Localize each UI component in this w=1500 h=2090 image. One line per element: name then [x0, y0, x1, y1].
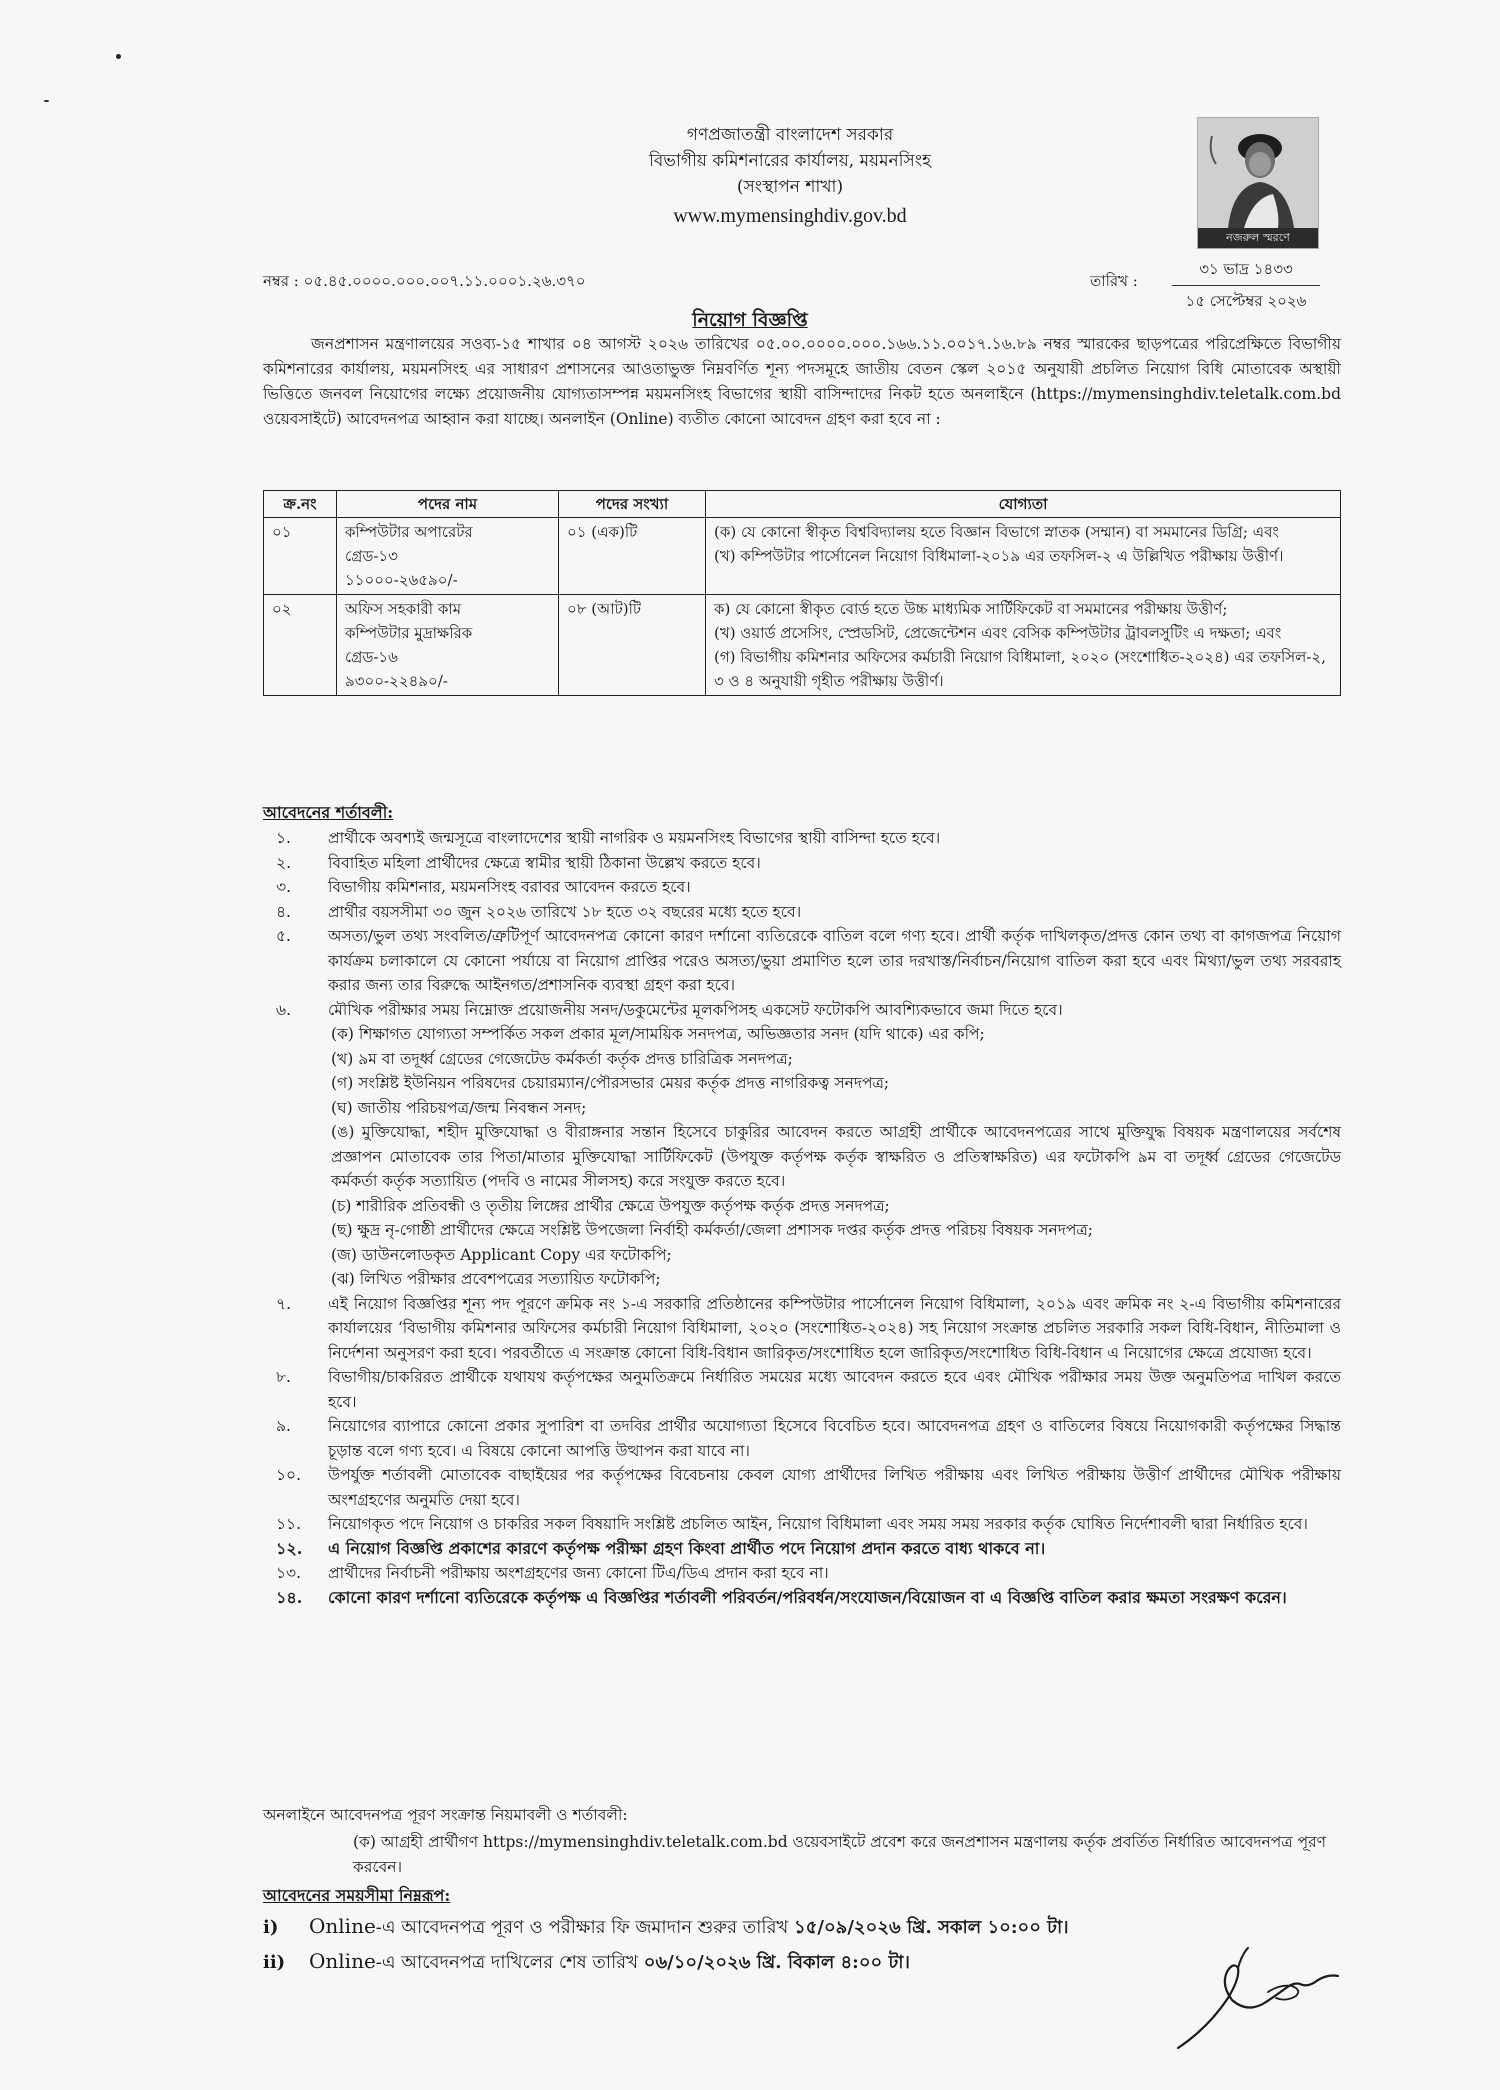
- signature-mark: [1168, 1918, 1348, 2058]
- condition-text: কোনো কারণ দর্শানো ব্যতিরেকে কর্তৃপক্ষ এ বিজ্ঞপ্তির শর্তাবলী পরিবর্তন/পরিবর্ধন/সংযোজন/বিয়োজন বা এ বিজ্ঞপ্তি বাতিল করার ক্ষমতা সংরক্ষণ করেন।: [328, 1587, 1287, 1607]
- date-bangla: ৩১ ভাদ্র ১৪৩৩: [1172, 258, 1320, 286]
- document-item: (ক) শিক্ষাগত যোগ্যতা সম্পর্কিত সকল প্রকার মূল/সাময়িক সনদপত্র, অভিজ্ঞতার সনদ (যদি থাকে) এর কপি;: [331, 1025, 985, 1043]
- deadline-index: ii): [263, 1952, 286, 1973]
- condition-item: [263, 851, 1341, 876]
- conditions-title: আবেদনের শর্তাবলী:: [263, 803, 394, 822]
- date-label: তারিখ :: [1090, 272, 1138, 290]
- row-post-name: [337, 595, 559, 696]
- document-list: [328, 1022, 1341, 1292]
- condition-text: অসত্য/ভুল তথ্য সংবলিত/ত্রুটিপূর্ণ আবেদনপত্র কোনো কারণ দর্শানো ব্যতিরেকে বাতিল বলে গণ্য হবে। প্রার্থী কর্তৃক দাখিলকৃত/প্রদত্ত কোন তথ্য বা কাগজপত্র নিয়োগ কার্যক্রম চলাকালে যে কোনো পর্যায়ে বা নিয়োগ প্রাপ্তির পরেও অসত্য/ভুয়া প্রমাণিত হলে তার দরখাস্ত/নির্বাচন/নিয়োগ বাতিল করা হবে এবং মিথ্যা/ভুল তথ্য সরবরাহ করার জন্য তার বিরুদ্ধে আইনগত/প্রশাসনিক ব্যবস্থা গ্রহণ করা হবে।: [328, 927, 1341, 994]
- condition-text: বিভাগীয় কমিশনার, ময়মনসিংহ বরাবর আবেদন করতে হবে।: [328, 878, 691, 896]
- notice-title: নিয়োগ বিজ্ঞপ্তি: [692, 309, 808, 331]
- post-name-line: কম্পিউটার মুদ্রাক্ষরিক: [345, 624, 473, 642]
- row-post-name: [337, 518, 559, 595]
- row-post-count: ০১ (এক)টি: [559, 518, 706, 595]
- header-post-count: পদের সংখ্যা: [559, 491, 706, 518]
- deadline-text: -এ আবেদনপত্র পূরণ ও পরীক্ষার ফি জমাদান শুরুর তারিখ: [375, 1917, 795, 1938]
- header-line-office: বিভাগীয় কমিশনারের কার্যালয়, ময়মনসিংহ: [648, 151, 932, 171]
- condition-item: [263, 900, 1341, 925]
- condition-item: [263, 1512, 1341, 1537]
- online-rules-title: অনলাইনে আবেদনপত্র পূরণ সংক্রান্ত নিয়মাবলী ও শর্তাবলী:: [263, 1806, 628, 1824]
- condition-text: এই নিয়োগ বিজ্ঞপ্তির শূন্য পদ পূরণে ক্রমিক নং ১-এ সরকারি প্রতিষ্ঠানের কম্পিউটার পার্সোনেল নিয়োগ বিধিমালা, ২০১৯ এবং ক্রমিক নং ২-এ বিভাগীয় কমিশনারের কার্যালয়ের ‘বিভাগীয় কমিশনার অফিসের কর্মচারী নিয়োগ বিধিমালা, ২০২০ (সংশোধিত-২০২৪) সহ নিয়োগ সংক্রান্ত প্রচলিত সরকারি সকল বিধি-বিধান, নীতিমালা ও নির্দেশনা অনুসরণ করা হবে। পরবর্তীতে এ সংক্রান্ত কোনো বিধি-বিধান জারিকৃত/সংশোধিত হলে জারিকৃত/সংশোধিত বিধি-বিধান এ নিয়োগের ক্ষেত্রে প্রযোজ্য হবে।: [328, 1294, 1341, 1362]
- header-serial: ক্র.নং: [264, 491, 337, 518]
- condition-item: [263, 826, 1341, 851]
- portrait-image: [1197, 117, 1319, 249]
- condition-item: [263, 1292, 1341, 1366]
- condition-text: মৌখিক পরীক্ষার সময় নিম্নোক্ত প্রয়োজনীয় সনদ/ডকুমেন্টের মূলকপিসহ একসেট ফটোকপি আবশ্যিকভাবে জমা দিতে হবে।: [328, 1000, 1063, 1019]
- condition-text: বিবাহিত মহিলা প্রার্থীদের ক্ষেত্রে স্বামীর স্থায়ী ঠিকানা উল্লেখ করতে হবে।: [328, 853, 761, 872]
- condition-item: [263, 1561, 1341, 1586]
- scan-speck: [116, 54, 121, 59]
- condition-text: এ নিয়োগ বিজ্ঞপ্তি প্রকাশের কারণে কর্তৃপক্ষ পরীক্ষা গ্রহণ কিংবা প্রার্থীত পদে নিয়োগ প্রদান করতে বাধ্য থাকবে না।: [328, 1538, 1046, 1558]
- deadline-text: -এ আবেদনপত্র দাখিলের শেষ তারিখ: [375, 1952, 644, 1973]
- deadline-online-word: Online: [309, 1949, 376, 1973]
- date-block: [1172, 258, 1320, 315]
- row-serial: ০১: [264, 518, 337, 595]
- condition-item: [263, 875, 1341, 900]
- deadline-date: ১৫/০৯/২০২৬ খ্রি. সকাল ১০:০০ টা।: [794, 1917, 1069, 1938]
- condition-text: প্রার্থীদের নির্বাচনী পরীক্ষায় অংশগ্রহণের জন্য কোনো টিএ/ডিএ প্রদান করা হবে না।: [328, 1564, 829, 1582]
- condition-number: ৮.: [276, 1368, 291, 1386]
- header-line-government: গণপ্রজাতন্ত্রী বাংলাদেশ সরকার: [686, 125, 894, 145]
- condition-number: ১৩.: [276, 1564, 302, 1582]
- intro-paragraph: জনপ্রশাসন মন্ত্রণালয়ের সওব্য-১৫ শাখার ০৪ আগস্ট ২০২৬ তারিখের ০৫.০০.০০০০.০০০.১৬৬.১১.০০১৭.১৬.৮৯ নম্বর স্মারকের ছাড়পত্রের পরিপ্রেক্ষিতে বিভাগীয় কমিশনারের কার্যালয়, ময়মনসিংহ এর সাধারণ প্রশাসনের আওতাভুক্ত নিম্নবর্ণিত শূন্য পদসমূহে জাতীয় বেতন স্কেল ২০১৫ অনুযায়ী প্রচলিত নিয়োগ বিধি মোতাবেক অস্থায়ী ভিত্তিতে জনবল নিয়োগের লক্ষ্যে প্রয়োজনীয় যোগ্যতাসম্পন্ন ময়মনসিংহ বিভাগের স্থায়ী বাসিন্দাদের নিকট হতে অনলাইনে (https://mymensinghdiv.teletalk.com.bd ওয়েবসাইটে) আবেদনপত্র আহ্বান করা যাচ্ছে। অনলাইন (Online) ব্যতীত কোনো আবেদন গ্রহণ করা হবে না :: [263, 335, 1341, 428]
- date-english: ১৫ সেপ্টেম্বর ২০২৬: [1185, 292, 1307, 310]
- portrait-caption: নজরুল স্মরণে: [1198, 228, 1318, 248]
- document-item: (গ) সংশ্লিষ্ট ইউনিয়ন পরিষদের চেয়ারম্যান/পৌরসভার মেয়র কর্তৃক প্রদত্ত নাগরিকত্ব সনদপত্র;: [331, 1074, 890, 1092]
- qualification-item: ক) যে কোনো স্বীকৃত বোর্ড হতে উচ্চ মাধ্যমিক সার্টিফিকেট বা সমমানের পরীক্ষায় উত্তীর্ণ;: [714, 600, 1228, 618]
- condition-number: ৬.: [276, 1000, 292, 1019]
- header-qualification: যোগ্যতা: [706, 491, 1341, 518]
- document-item: (ছ) ক্ষুদ্র নৃ-গোষ্ঠী প্রার্থীদের ক্ষেত্রে সংশ্লিষ্ট উপজেলা নির্বাহী কর্মকর্তা/জেলা প্রশাসক দপ্তর কর্তৃক প্রদত্ত পরিচয় বিষয়ক সনদপত্র;: [331, 1221, 1093, 1239]
- document-item: (ঙ) মুক্তিযোদ্ধা, শহীদ মুক্তিযোদ্ধা ও বীরাঙ্গনার সন্তান হিসেবে চাকুরির আবেদন করতে আগ্রহী প্রার্থীকে আবেদনপত্রের সাথে মুক্তিযুদ্ধ বিষয়ক মন্ত্রণালয়ের সর্বশেষ প্রজ্ঞাপন মোতাবেক তার পিতা/মাতার মুক্তিযোদ্ধা সার্টিফিকেট (উপযুক্ত কর্তৃপক্ষ কর্তৃক স্বাক্ষরিত ও প্রতিস্বাক্ষরিত) এর ফটোকপি ৯ম বা তদূর্ধ্ব গ্রেডের গেজেটেড কর্মকর্তা কর্তৃক সত্যায়িত (পদবি ও নামের সীলসহ) করে সংযুক্ত করতে হবে।: [331, 1123, 1341, 1190]
- post-pay-scale: ৯৩০০-২২৪৯০/-: [345, 672, 448, 690]
- condition-number: ৭.: [276, 1294, 292, 1313]
- header-line-section: (সংস্থাপন শাখা): [736, 177, 844, 197]
- table-header-row: [264, 491, 1341, 518]
- deadline-online-word: Online: [309, 1914, 376, 1938]
- post-grade: গ্রেড-১৬: [345, 648, 398, 666]
- row-qualification: [706, 518, 1341, 595]
- deadline-title: আবেদনের সময়সীমা নিম্নরূপ:: [263, 1886, 451, 1905]
- qualification-item: (গ) বিভাগীয় কমিশনার অফিসের কর্মচারী নিয়োগ বিধিমালা, ২০২০ (সংশোধিত-২০২৪) এর তফসিল-২, ৩ ও ৪ অনুযায়ী গৃহীত পরীক্ষায় উত্তীর্ণ।: [714, 648, 1326, 690]
- document-item: (চ) শারীরিক প্রতিবন্ধী ও তৃতীয় লিঙ্গের প্রার্থীর ক্ষেত্রে উপযুক্ত কর্তৃপক্ষ কর্তৃক প্রদত্ত সনদপত্র;: [331, 1196, 890, 1215]
- condition-item: [263, 998, 1341, 1292]
- condition-number: ৩.: [276, 878, 292, 896]
- condition-item: [263, 1463, 1341, 1512]
- row-qualification: [706, 595, 1341, 696]
- conditions-list: [263, 826, 1341, 1610]
- condition-item: [263, 1414, 1341, 1463]
- condition-number: ৯.: [276, 1417, 291, 1435]
- posts-table: [263, 490, 1341, 696]
- qualification-item: (খ) কম্পিউটার পার্সোনেল নিয়োগ বিধিমালা-২০১৯ এর তফসিল-২ এ উল্লিখিত পরীক্ষায় উত্তীর্ণ।: [714, 547, 1284, 565]
- qualification-item: (ক) যে কোনো স্বীকৃত বিশ্ববিদ্যালয় হতে বিজ্ঞান বিভাগে স্নাতক (সম্মান) বা সমমানের ডিগ্রি; এবং: [714, 523, 1279, 541]
- condition-item: [263, 1365, 1341, 1414]
- header-website[interactable]: www.mymensinghdiv.gov.bd: [673, 205, 907, 227]
- deadline-index: i): [263, 1917, 279, 1938]
- condition-text: নিয়োগকৃত পদে নিয়োগ ও চাকরির সকল বিষয়াদি সংশ্লিষ্ট প্রচলিত আইন, নিয়োগ বিধিমালা এবং সময় সময় সরকার কর্তৃক ঘোষিত নির্দেশাবলী দ্বারা নির্ধারিত হবে।: [328, 1515, 1308, 1533]
- header-post-name: পদের নাম: [337, 491, 559, 518]
- document-item: (ঝ) লিখিত পরীক্ষার প্রবেশপত্রের সত্যায়িত ফটোকপি;: [331, 1270, 661, 1288]
- document-item: (খ) ৯ম বা তদূর্ধ্ব গ্রেডের গেজেটেড কর্মকর্তা কর্তৃক প্রদত্ত চারিত্রিক সনদপত্র;: [331, 1049, 793, 1068]
- post-grade: গ্রেড-১৩: [345, 547, 398, 565]
- condition-item: [263, 1537, 1341, 1562]
- condition-number: ১০.: [276, 1466, 302, 1484]
- table-row: [264, 595, 1341, 696]
- condition-text: প্রার্থীর বয়সসীমা ৩০ জুন ২০২৬ তারিখে ১৮ হতে ৩২ বছরের মধ্যে হতে হবে।: [328, 902, 802, 921]
- condition-number: ১৪.: [276, 1587, 303, 1607]
- post-name-line: অফিস সহকারী কাম: [345, 600, 462, 618]
- qualification-item: (খ) ওয়ার্ড প্রসেসিং, স্প্রেডসিট, প্রেজেন্টেশন এবং বেসিক কম্পিউটার ট্রাবলসুটিং এ দক্ষতা; এবং: [714, 624, 1282, 642]
- condition-number: ১১.: [276, 1515, 302, 1533]
- post-name-line: কম্পিউটার অপারেটর: [345, 523, 473, 541]
- online-rule-item: (ক) আগ্রহী প্রার্থীগণ https://mymensinghdiv.teletalk.com.bd ওয়েবসাইটে প্রবেশ করে জনপ্রশাসন মন্ত্রণালয় কর্তৃক প্রবর্তিত নির্ধারিত আবেদনপত্র পূরণ করবেন।: [353, 1833, 1327, 1876]
- document-item: (জ) ডাউনলোডকৃত Applicant Copy এর ফটোকপি;: [331, 1245, 672, 1264]
- government-header: [540, 122, 1040, 232]
- condition-number: ৫.: [276, 927, 291, 945]
- post-pay-scale: ১১০০০-২৬৫৯০/-: [345, 571, 458, 589]
- condition-number: ২.: [276, 853, 292, 872]
- document-item: (ঘ) জাতীয় পরিচয়পত্র/জন্ম নিবন্ধন সনদ;: [331, 1098, 587, 1117]
- row-serial: ০২: [264, 595, 337, 696]
- condition-text: প্রার্থীকে অবশ্যই জন্মসূত্রে বাংলাদেশের স্থায়ী নাগরিক ও ময়মনসিংহ বিভাগের স্থায়ী বাসিন্দা হতে হবে।: [328, 829, 941, 847]
- condition-text: বিভাগীয়/চাকরিরত প্রার্থীকে যথাযথ কর্তৃপক্ষের অনুমতিক্রমে নির্ধারিত সময়ের মধ্যে আবেদন করতে হবে এবং মৌখিক পরীক্ষার সময় উক্ত অনুমতিপত্র দাখিল করতে হবে।: [328, 1368, 1341, 1411]
- table-row: [264, 518, 1341, 595]
- condition-text: নিয়োগের ব্যাপারে কোনো প্রকার সুপারিশ বা তদবির প্রার্থীর অযোগ্যতা হিসেবে বিবেচিত হবে। আবেদনপত্র গ্রহণ ও বাতিলের বিষয়ে নিয়োগকারী কর্তৃপক্ষের সিদ্ধান্ত চূড়ান্ত বলে গণ্য হবে। এ বিষয়ে কোনো আপত্তি উত্থাপন করা যাবে না।: [328, 1417, 1341, 1460]
- portrait-illustration: [1198, 118, 1318, 228]
- condition-text: উপর্যুক্ত শর্তাবলী মোতাবেক বাছাইয়ের পর কর্তৃপক্ষের বিবেচনায় কেবল যোগ্য প্রার্থীদের লিখিত পরীক্ষায় এবং লিখিত পরীক্ষায় উত্তীর্ণ প্রার্থীদের মৌখিক পরীক্ষায় অংশগ্রহণের অনুমতি দেয়া হবে।: [328, 1466, 1341, 1509]
- condition-number: ১.: [276, 829, 291, 847]
- deadline-date: ০৬/১০/২০২৬ খ্রি. বিকাল ৪:০০ টা।: [643, 1952, 910, 1973]
- condition-item: [263, 1586, 1341, 1611]
- condition-number: ৪.: [276, 902, 291, 921]
- row-post-count: ০৮ (আট)টি: [559, 595, 706, 696]
- memo-number: নম্বর : ০৫.৪৫.০০০০.০০০.০০৭.১১.০০০১.২৬.৩৭০: [263, 272, 586, 290]
- scan-speck: [44, 100, 49, 102]
- condition-item: [263, 924, 1341, 998]
- condition-number: ১২.: [276, 1538, 303, 1558]
